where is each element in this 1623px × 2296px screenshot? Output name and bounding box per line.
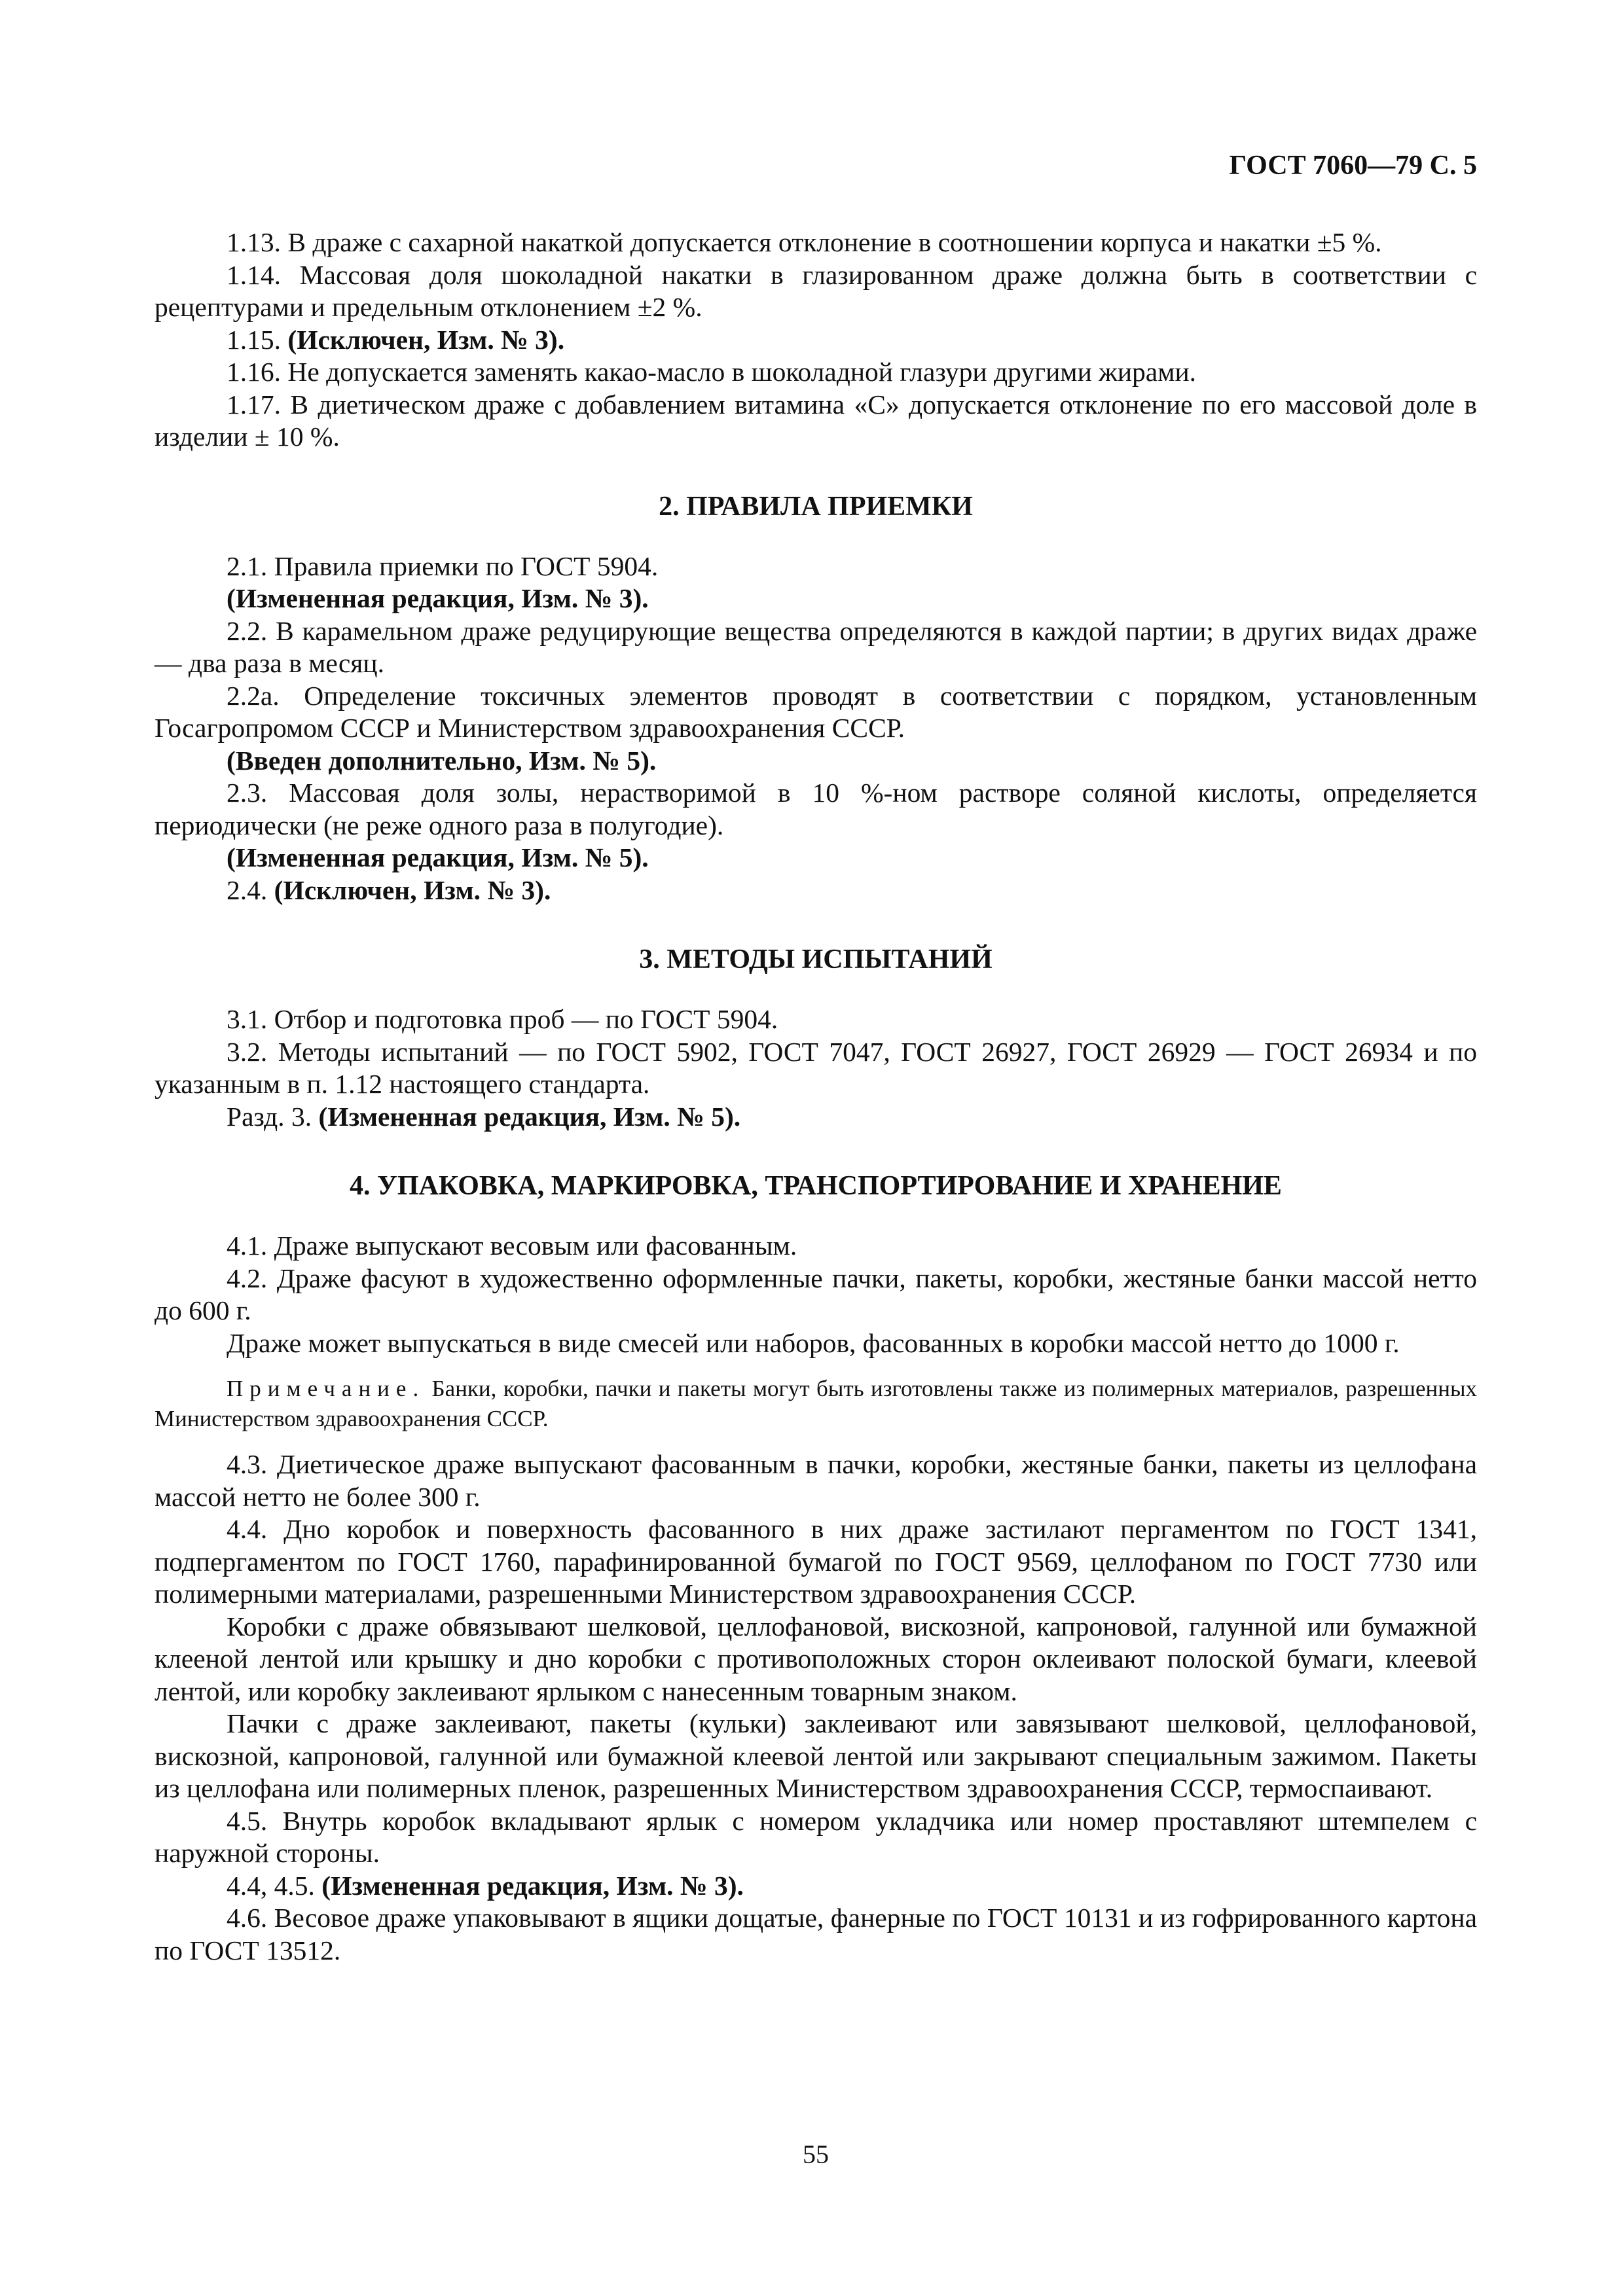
clause-4-2: 4.2. Драже фасуют в художественно оформленные пачки, пакеты, коробки, жестяные банки массой нетто до 600 г. [155,1263,1477,1325]
amendment-note: (Введен дополнительно, Изм. № 5). [227,745,657,776]
section-4-heading: 4. УПАКОВКА, МАРКИРОВКА, ТРАНСПОРТИРОВАНИЕ И ХРАНЕНИЕ [350,1171,1282,1201]
note [155,1374,1477,1434]
clause-4-6: 4.6. Весовое драже упаковывают в ящики дощатые, фанерные по ГОСТ 10131 и из гофрированного картона по ГОСТ 13512. [155,1903,1477,1965]
clause-2-1: 2.1. Правила приемки по ГОСТ 5904. [227,550,659,581]
clause-number: 4.4, 4.5. [227,1870,322,1901]
clause-4-2-continued: Драже может выпускаться в виде смесей или наборов, фасованных в коробки массой нетто до 1000 г. [227,1327,1400,1358]
page-number: 55 [803,2140,829,2169]
clause-1-14: 1.14. Массовая доля шоколадной накатки в глазированном драже должна быть в соответствии с рецептурами и предельным отклонением ±2 %. [155,259,1477,322]
section-3-amendment [155,1101,1477,1134]
clause-3-1: 3.1. Отбор и подготовка проб — по ГОСТ 5904. [227,1004,778,1034]
clause-1-15 [155,324,1477,357]
clause-4-5: 4.5. Внутрь коробок вкладывают ярлык с номером укладчика или номер проставляют штемпелем с наружной стороны. [155,1805,1477,1868]
amendment-note: (Измененная редакция, Изм. № 3). [321,1870,744,1901]
clause-4-4-boxes: Коробки с драже обвязывают шелковой, целлофановой, вискозной, капроновой, галунной или бумажной клееной лентой или крышку и дно коробки с противоположных сторон оклеивают полоской бумаги, клеевой лентой, или коробку заклеивают ярлыком с нанесенным товарным знаком. [155,1611,1477,1706]
clause-number: Разд. 3. [227,1101,319,1132]
note-text: Банки, коробки, пачки и пакеты могут быть изготовлены также из полимерных материалов, разрешенных Министерством здравоохранения СССР. [155,1376,1477,1431]
section-3-heading: 3. МЕТОДЫ ИСПЫТАНИЙ [639,944,993,975]
clause-number: 1.15. [227,324,288,355]
clause-4-3: 4.3. Диетическое драже выпускают фасованным в пачки, коробки, жестяные банки, пакеты из целлофана массой нетто не более 300 г. [155,1449,1477,1512]
clause-4-4: 4.4. Дно коробок и поверхность фасованного в них драже застилают пергаментом по ГОСТ 1341, подпергаментом по ГОСТ 1760, парафинированной бумагой по ГОСТ 9569, целлофаном по ГОСТ 7730 или полимерными материалами, разрешенными Министерством здравоохранения СССР. [155,1514,1477,1609]
clause-3-2: 3.2. Методы испытаний — по ГОСТ 5902, ГОСТ 7047, ГОСТ 26927, ГОСТ 26929 — ГОСТ 26934 и по указанным в п. 1.12 настоящего стандарта. [155,1036,1477,1099]
clause-number: 2.4. [227,874,274,905]
amendment-note: (Измененная редакция, Изм. № 5). [227,842,649,872]
amendment-note: (Исключен, Изм. № 3). [274,874,551,905]
clause-4-1: 4.1. Драже выпускают весовым или фасованным. [227,1230,797,1261]
amendment-note: (Исключен, Изм. № 3). [287,324,565,355]
document-body [155,226,1477,1967]
document-header: ГОСТ 7060—79 С. 5 [1229,151,1477,181]
clause-2-2a: 2.2а. Определение токсичных элементов проводят в соответствии с порядком, установленным Госагропромом СССР и Министерством здравоохранения СССР. [155,680,1477,743]
amendment-note: (Измененная редакция, Изм. № 5). [318,1101,741,1132]
clause-4-5-amendment [155,1870,1477,1903]
amendment-note: (Измененная редакция, Изм. № 3). [227,583,649,613]
clause-1-16: 1.16. Не допускается заменять какао-масло в шоколадной глазури другими жирами. [227,357,1197,387]
clause-1-13: 1.13. В драже с сахарной накаткой допускается отклонение в соотношении корпуса и накатки ±5 %. [227,227,1382,257]
section-2-heading: 2. ПРАВИЛА ПРИЕМКИ [659,491,973,522]
clause-2-4 [155,874,1477,907]
document-page [155,0,1477,2296]
clause-4-4-packs: Пачки с драже заклеивают, пакеты (кульки) заклеивают или завязывают шелковой, целлофановой, вискозной, капроновой, галунной или бумажной клеевой лентой или закрывают специальным зажимом. Пакеты из целлофана или полимерных пленок, разрешенных Министерством здравоохранения СССР, термоспаивают. [155,1708,1477,1803]
clause-2-2: 2.2. В карамельном драже редуцирующие вещества определяются в каждой партии; в других видах драже — два раза в месяц. [155,615,1477,678]
note-label: Примечание. [227,1376,426,1401]
clause-1-17: 1.17. В диетическом драже с добавлением витамина «С» допускается отклонение по его массовой доле в изделии ± 10 %. [155,389,1477,452]
clause-2-3: 2.3. Массовая доля золы, нерастворимой в 10 %-ном растворе соляной кислоты, определяется периодически (не реже одного раза в полугодие). [155,778,1477,840]
